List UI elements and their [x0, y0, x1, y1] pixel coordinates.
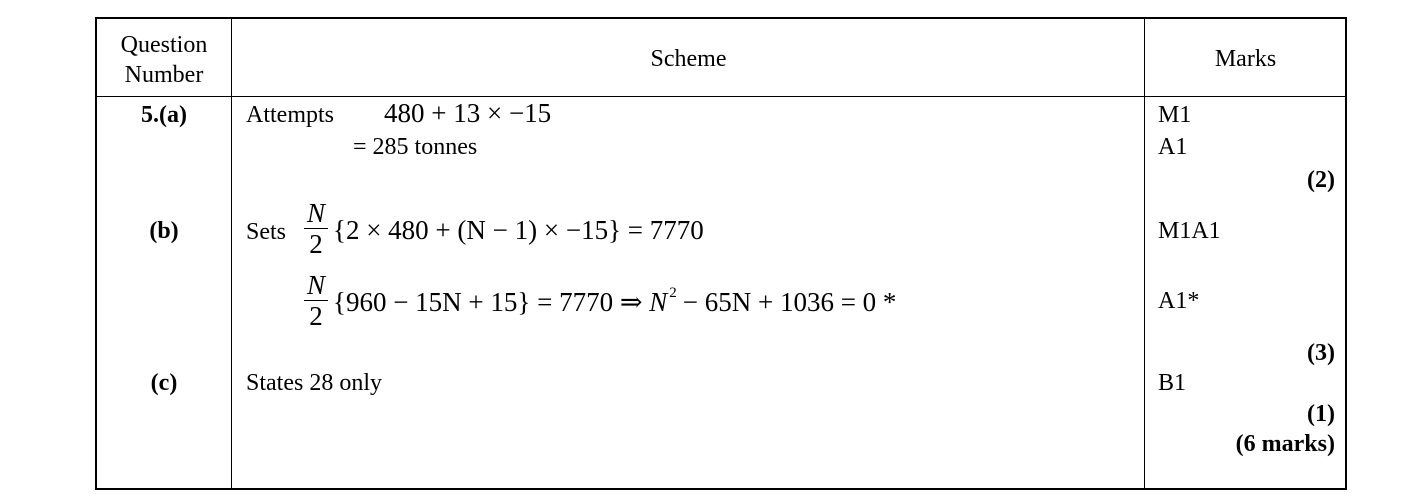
part-b-line2-math-b: − 65N + 1036 = 0 * [682, 287, 897, 317]
header-question-number-line1: Question [120, 32, 208, 58]
fraction-denominator: 2 [309, 301, 323, 331]
part-b-subtotal: (3) [1307, 340, 1335, 366]
part-b-line2-math-a: {960 − 15N + 15} = 7770 ⇒ [333, 287, 643, 317]
part-b-line2-variable: N [649, 287, 668, 317]
question-label-5a: 5.(a) [141, 102, 187, 128]
part-a-line1-text: Attempts [246, 102, 334, 128]
part-b-line2-math [333, 285, 897, 321]
part-b-line1-math: {2 × 480 + (N − 1) × −15} = 7770 [333, 215, 704, 245]
part-b-line2-exponent: 2 [669, 285, 677, 301]
header-scheme: Scheme [650, 46, 727, 72]
part-a-mark2: A1 [1158, 134, 1188, 160]
question-label-5b: (b) [149, 218, 179, 244]
part-b-mark2: A1* [1158, 288, 1200, 314]
question-label-5c: (c) [150, 370, 178, 396]
part-a-mark1: M1 [1158, 102, 1192, 128]
total-marks: (6 marks) [1235, 431, 1335, 457]
part-b-fraction-2 [302, 271, 330, 330]
mark-scheme-table [95, 17, 1347, 490]
part-c-line1: States 28 only [246, 370, 382, 396]
fraction-numerator: N [306, 270, 325, 300]
part-b-line1-text: Sets [246, 219, 287, 245]
part-b-mark1: M1A1 [1158, 218, 1221, 244]
header-marks: Marks [1214, 46, 1277, 72]
fraction-numerator: N [306, 198, 325, 228]
column-divider-2 [1144, 19, 1145, 488]
part-a-line1-math: 480 + 13 × −15 [384, 98, 552, 128]
header-divider [97, 96, 1345, 97]
part-b-fraction-1 [302, 199, 330, 258]
part-a-line2: = 285 tonnes [353, 134, 478, 160]
column-divider-1 [231, 19, 232, 488]
header-question-number-line2: Number [124, 62, 204, 88]
fraction-denominator: 2 [309, 229, 323, 259]
part-a-subtotal: (2) [1307, 167, 1335, 193]
part-c-subtotal: (1) [1307, 401, 1335, 427]
part-c-mark1: B1 [1158, 370, 1187, 396]
